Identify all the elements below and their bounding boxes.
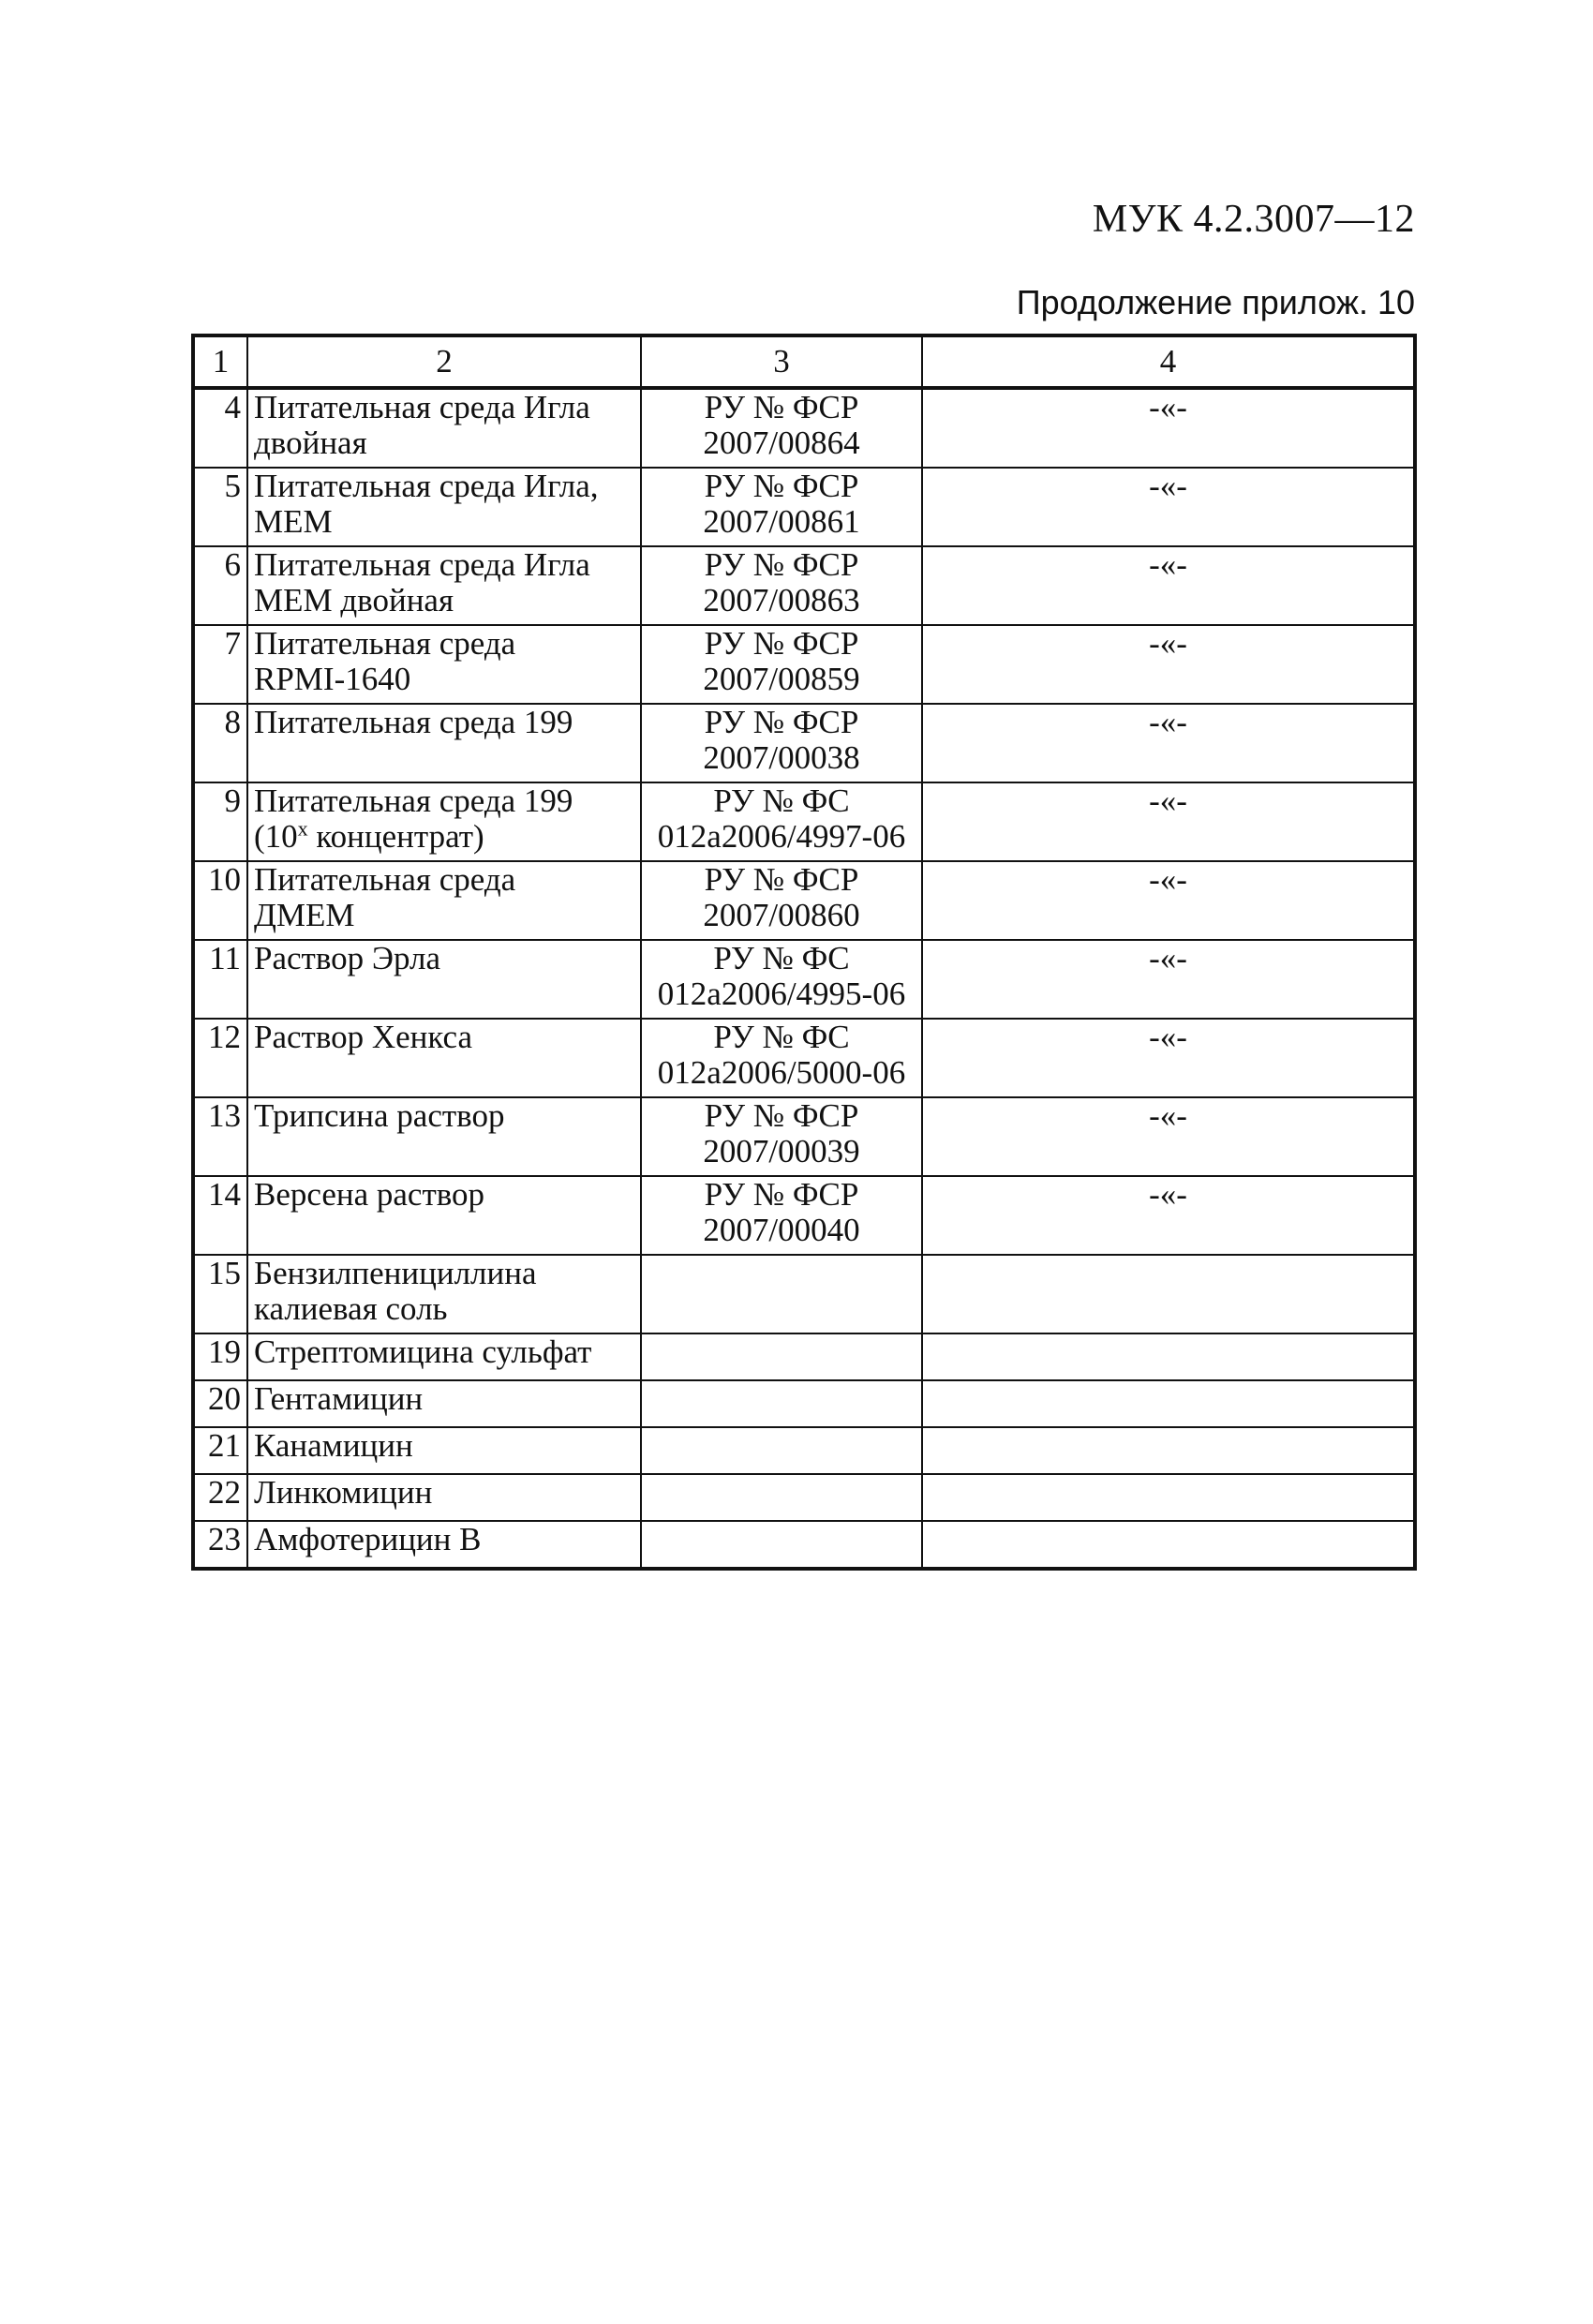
registration-number bbox=[641, 1474, 922, 1521]
note-cell: -«- bbox=[922, 1019, 1415, 1097]
item-name: Питательная среда ДМЕМ bbox=[247, 861, 641, 940]
table-row bbox=[193, 625, 1415, 704]
row-number: 22 bbox=[193, 1474, 247, 1521]
row-number: 21 bbox=[193, 1427, 247, 1474]
note-cell: -«- bbox=[922, 546, 1415, 625]
item-name: Амфотерицин В bbox=[247, 1521, 641, 1569]
registration-number: РУ № ФСР 2007/00863 bbox=[641, 546, 922, 625]
row-number: 12 bbox=[193, 1019, 247, 1097]
row-number: 10 bbox=[193, 861, 247, 940]
table-row bbox=[193, 1097, 1415, 1176]
item-name: Канамицин bbox=[247, 1427, 641, 1474]
column-header-2: 2 bbox=[247, 335, 641, 388]
registration-number: РУ № ФС 012а2006/4995-06 bbox=[641, 940, 922, 1019]
note-cell: -«- bbox=[922, 940, 1415, 1019]
item-name: Раствор Хенкса bbox=[247, 1019, 641, 1097]
registration-number bbox=[641, 1333, 922, 1380]
table-row bbox=[193, 1427, 1415, 1474]
reagents-table bbox=[191, 334, 1417, 1571]
registration-number: РУ № ФС 012а2006/4997-06 bbox=[641, 782, 922, 861]
column-header-4: 4 bbox=[922, 335, 1415, 388]
note-cell bbox=[922, 1427, 1415, 1474]
column-header-3: 3 bbox=[641, 335, 922, 388]
note-cell: -«- bbox=[922, 861, 1415, 940]
item-name: Питательная среда Игла, МЕМ bbox=[247, 468, 641, 546]
item-name: Питательная среда Игла двойная bbox=[247, 388, 641, 468]
table-row bbox=[193, 468, 1415, 546]
row-number: 7 bbox=[193, 625, 247, 704]
registration-number: РУ № ФСР 2007/00038 bbox=[641, 704, 922, 782]
item-name: Версена раствор bbox=[247, 1176, 641, 1255]
note-cell bbox=[922, 1474, 1415, 1521]
note-cell: -«- bbox=[922, 1176, 1415, 1255]
item-name: Питательная среда Игла МЕМ двойная bbox=[247, 546, 641, 625]
item-name: Раствор Эрла bbox=[247, 940, 641, 1019]
row-number: 19 bbox=[193, 1333, 247, 1380]
continuation-label: Продолжение прилож. 10 bbox=[1016, 283, 1415, 321]
item-name: Питательная среда 199 bbox=[247, 704, 641, 782]
registration-number bbox=[641, 1380, 922, 1427]
table-row bbox=[193, 1521, 1415, 1569]
table-row bbox=[193, 782, 1415, 861]
column-header-1: 1 bbox=[193, 335, 247, 388]
registration-number: РУ № ФСР 2007/00864 bbox=[641, 388, 922, 468]
registration-number bbox=[641, 1255, 922, 1333]
note-cell: -«- bbox=[922, 1097, 1415, 1176]
table-header-row bbox=[193, 335, 1415, 388]
row-number: 8 bbox=[193, 704, 247, 782]
item-name: Гентамицин bbox=[247, 1380, 641, 1427]
note-cell: -«- bbox=[922, 468, 1415, 546]
row-number: 23 bbox=[193, 1521, 247, 1569]
registration-number: РУ № ФСР 2007/00859 bbox=[641, 625, 922, 704]
row-number: 5 bbox=[193, 468, 247, 546]
row-number: 6 bbox=[193, 546, 247, 625]
note-cell bbox=[922, 1521, 1415, 1569]
note-cell bbox=[922, 1333, 1415, 1380]
note-cell: -«- bbox=[922, 625, 1415, 704]
table-row bbox=[193, 861, 1415, 940]
row-number: 14 bbox=[193, 1176, 247, 1255]
registration-number: РУ № ФСР 2007/00861 bbox=[641, 468, 922, 546]
table-row bbox=[193, 1176, 1415, 1255]
row-number: 13 bbox=[193, 1097, 247, 1176]
registration-number: РУ № ФСР 2007/00860 bbox=[641, 861, 922, 940]
registration-number bbox=[641, 1521, 922, 1569]
table-row bbox=[193, 546, 1415, 625]
row-number: 15 bbox=[193, 1255, 247, 1333]
item-name: Питательная среда 199 ($10^х$ концентрат) bbox=[247, 782, 641, 861]
note-cell: -«- bbox=[922, 782, 1415, 861]
registration-number: РУ № ФСР 2007/00040 bbox=[641, 1176, 922, 1255]
item-name: Линкомицин bbox=[247, 1474, 641, 1521]
table-row bbox=[193, 388, 1415, 468]
row-number: 9 bbox=[193, 782, 247, 861]
table-row bbox=[193, 1333, 1415, 1380]
item-name: Трипсина раствор bbox=[247, 1097, 641, 1176]
item-name: Питательная среда RPMI-1640 bbox=[247, 625, 641, 704]
registration-number: РУ № ФС 012а2006/5000-06 bbox=[641, 1019, 922, 1097]
item-name: Стрептомицина сульфат bbox=[247, 1333, 641, 1380]
table-row bbox=[193, 704, 1415, 782]
note-cell bbox=[922, 1255, 1415, 1333]
registration-number bbox=[641, 1427, 922, 1474]
note-cell: -«- bbox=[922, 388, 1415, 468]
table-row bbox=[193, 1380, 1415, 1427]
table-row bbox=[193, 1019, 1415, 1097]
item-name: Бензилпенициллина калиевая соль bbox=[247, 1255, 641, 1333]
row-number: 20 bbox=[193, 1380, 247, 1427]
table-row bbox=[193, 1255, 1415, 1333]
row-number: 11 bbox=[193, 940, 247, 1019]
note-cell: -«- bbox=[922, 704, 1415, 782]
document-code: МУК 4.2.3007—12 bbox=[1092, 198, 1415, 241]
row-number: 4 bbox=[193, 388, 247, 468]
table-row bbox=[193, 1474, 1415, 1521]
registration-number: РУ № ФСР 2007/00039 bbox=[641, 1097, 922, 1176]
table-row bbox=[193, 940, 1415, 1019]
note-cell bbox=[922, 1380, 1415, 1427]
